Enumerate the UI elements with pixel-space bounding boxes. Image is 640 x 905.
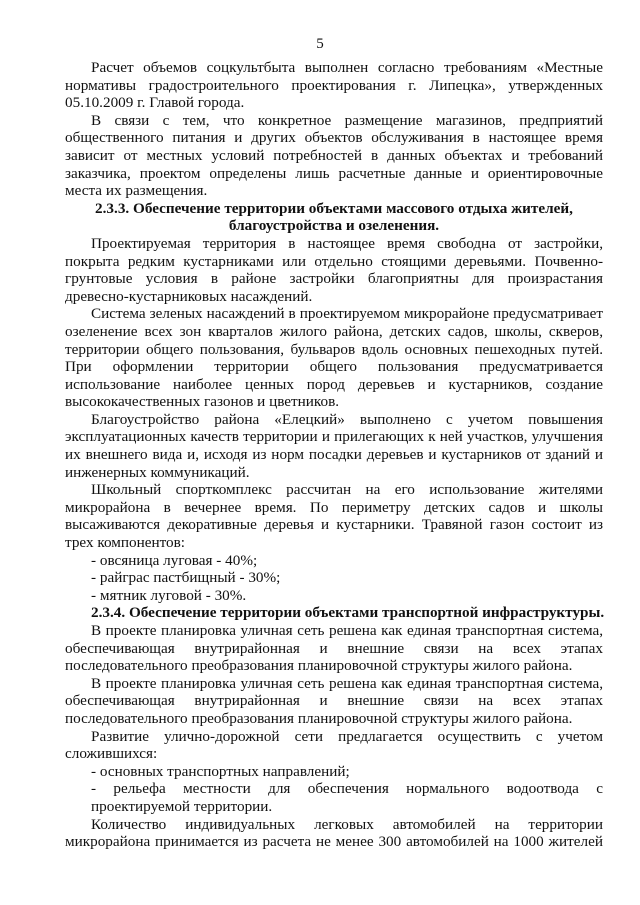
- paragraph-sports-complex: Школьный спорткомплекс рассчитан на его использование жителями микрорайона в вечернее время. По периметру детских садов и школы высаживаются декоративные деревья и кустарники. Травяной газон состоит из трех компонентов:: [65, 481, 603, 552]
- list-item-ryegrass: - райграс пастбищный - 30%;: [91, 569, 281, 587]
- paragraph-road-development: Развитие улично-дорожной сети предлагается осуществить с учетом сложившихся:: [65, 727, 603, 763]
- page-number: 5: [316, 36, 324, 52]
- paragraph-street-network-2: В проекте планировка уличная сеть решена как единая транспортная система, обеспечивающая внутрирайонная и внешние связи на всех этапах последовательного преобразования планировочной структуры жилого района.: [65, 674, 603, 727]
- paragraph-soc-calc: Расчет объемов соцкультбыта выполнен согласно требованиям «Местные нормативы градостроительного проектирования г. Липецка», утвержденных 05.10.2009 г. Главой города.: [65, 59, 603, 112]
- list-item-transport-directions: - основных транспортных направлений;: [91, 762, 350, 780]
- paragraph-landscaping: Благоустройство района «Елецкий» выполнено с учетом повышения эксплуатационных качеств территории и прилегающих к ней участков, улучшения их внешнего вида и, исходя из норм посадки деревьев и кустарников от зданий и инженерных коммуникаций.: [65, 410, 603, 481]
- paragraph-green-system: Система зеленых насаждений в проектируемом микрорайоне предусматривает озеленение всех зон кварталов жилого района, детских садов, школы, скверов, территории общего пользования, бульваров вдоль основных пешеходных путей. При оформлении территории общего пользования предусматривается использование наиболее ценных пород деревьев и кустарников, создание высококачественных газонов и цветников.: [65, 305, 603, 411]
- document-body: [65, 59, 603, 851]
- section-heading-2-3-3: 2.3.3. Обеспечение территории объектами массового отдыха жителей, благоустройства и озеленения.: [95, 199, 573, 235]
- paragraph-shops-placement: В связи с тем, что конкретное размещение магазинов, предприятий общественного питания и других объектов обслуживания в настоящее время зависит от местных условий потребностей в данных объектах и требований заказчика, проектом определены лишь расчетные данные и ориентировочные места их размещения.: [65, 111, 603, 200]
- paragraph-street-network-1: В проекте планировка уличная сеть решена как единая транспортная система, обеспечивающая внутрирайонная и внешние связи на всех этапах последовательного преобразования планировочной структуры жилого района.: [65, 622, 603, 675]
- section-heading-2-3-4: 2.3.4. Обеспечение территории объектами транспортной инфраструктуры.: [91, 604, 605, 622]
- list-item-bluegrass: - мятник луговой - 30%.: [91, 586, 247, 604]
- list-item-relief-drainage: - рельефа местности для обеспечения нормального водоотвода с проектируемой территории.: [91, 780, 603, 815]
- paragraph-territory-state: Проектируемая территория в настоящее время свободна от застройки, покрыта редким кустарниками или отдельно стоящими деревьями. Почвенно-грунтовые условия в районе застройки благоприятны для произрастания древесно-кустарниковых насаждений.: [65, 234, 603, 305]
- paragraph-car-count: Количество индивидуальных легковых автомобилей на территории микрорайона принимается из расчета не менее 300 автомобилей на 1000 жителей: [65, 815, 603, 851]
- list-item-fescue: - овсяница луговая - 40%;: [91, 551, 258, 569]
